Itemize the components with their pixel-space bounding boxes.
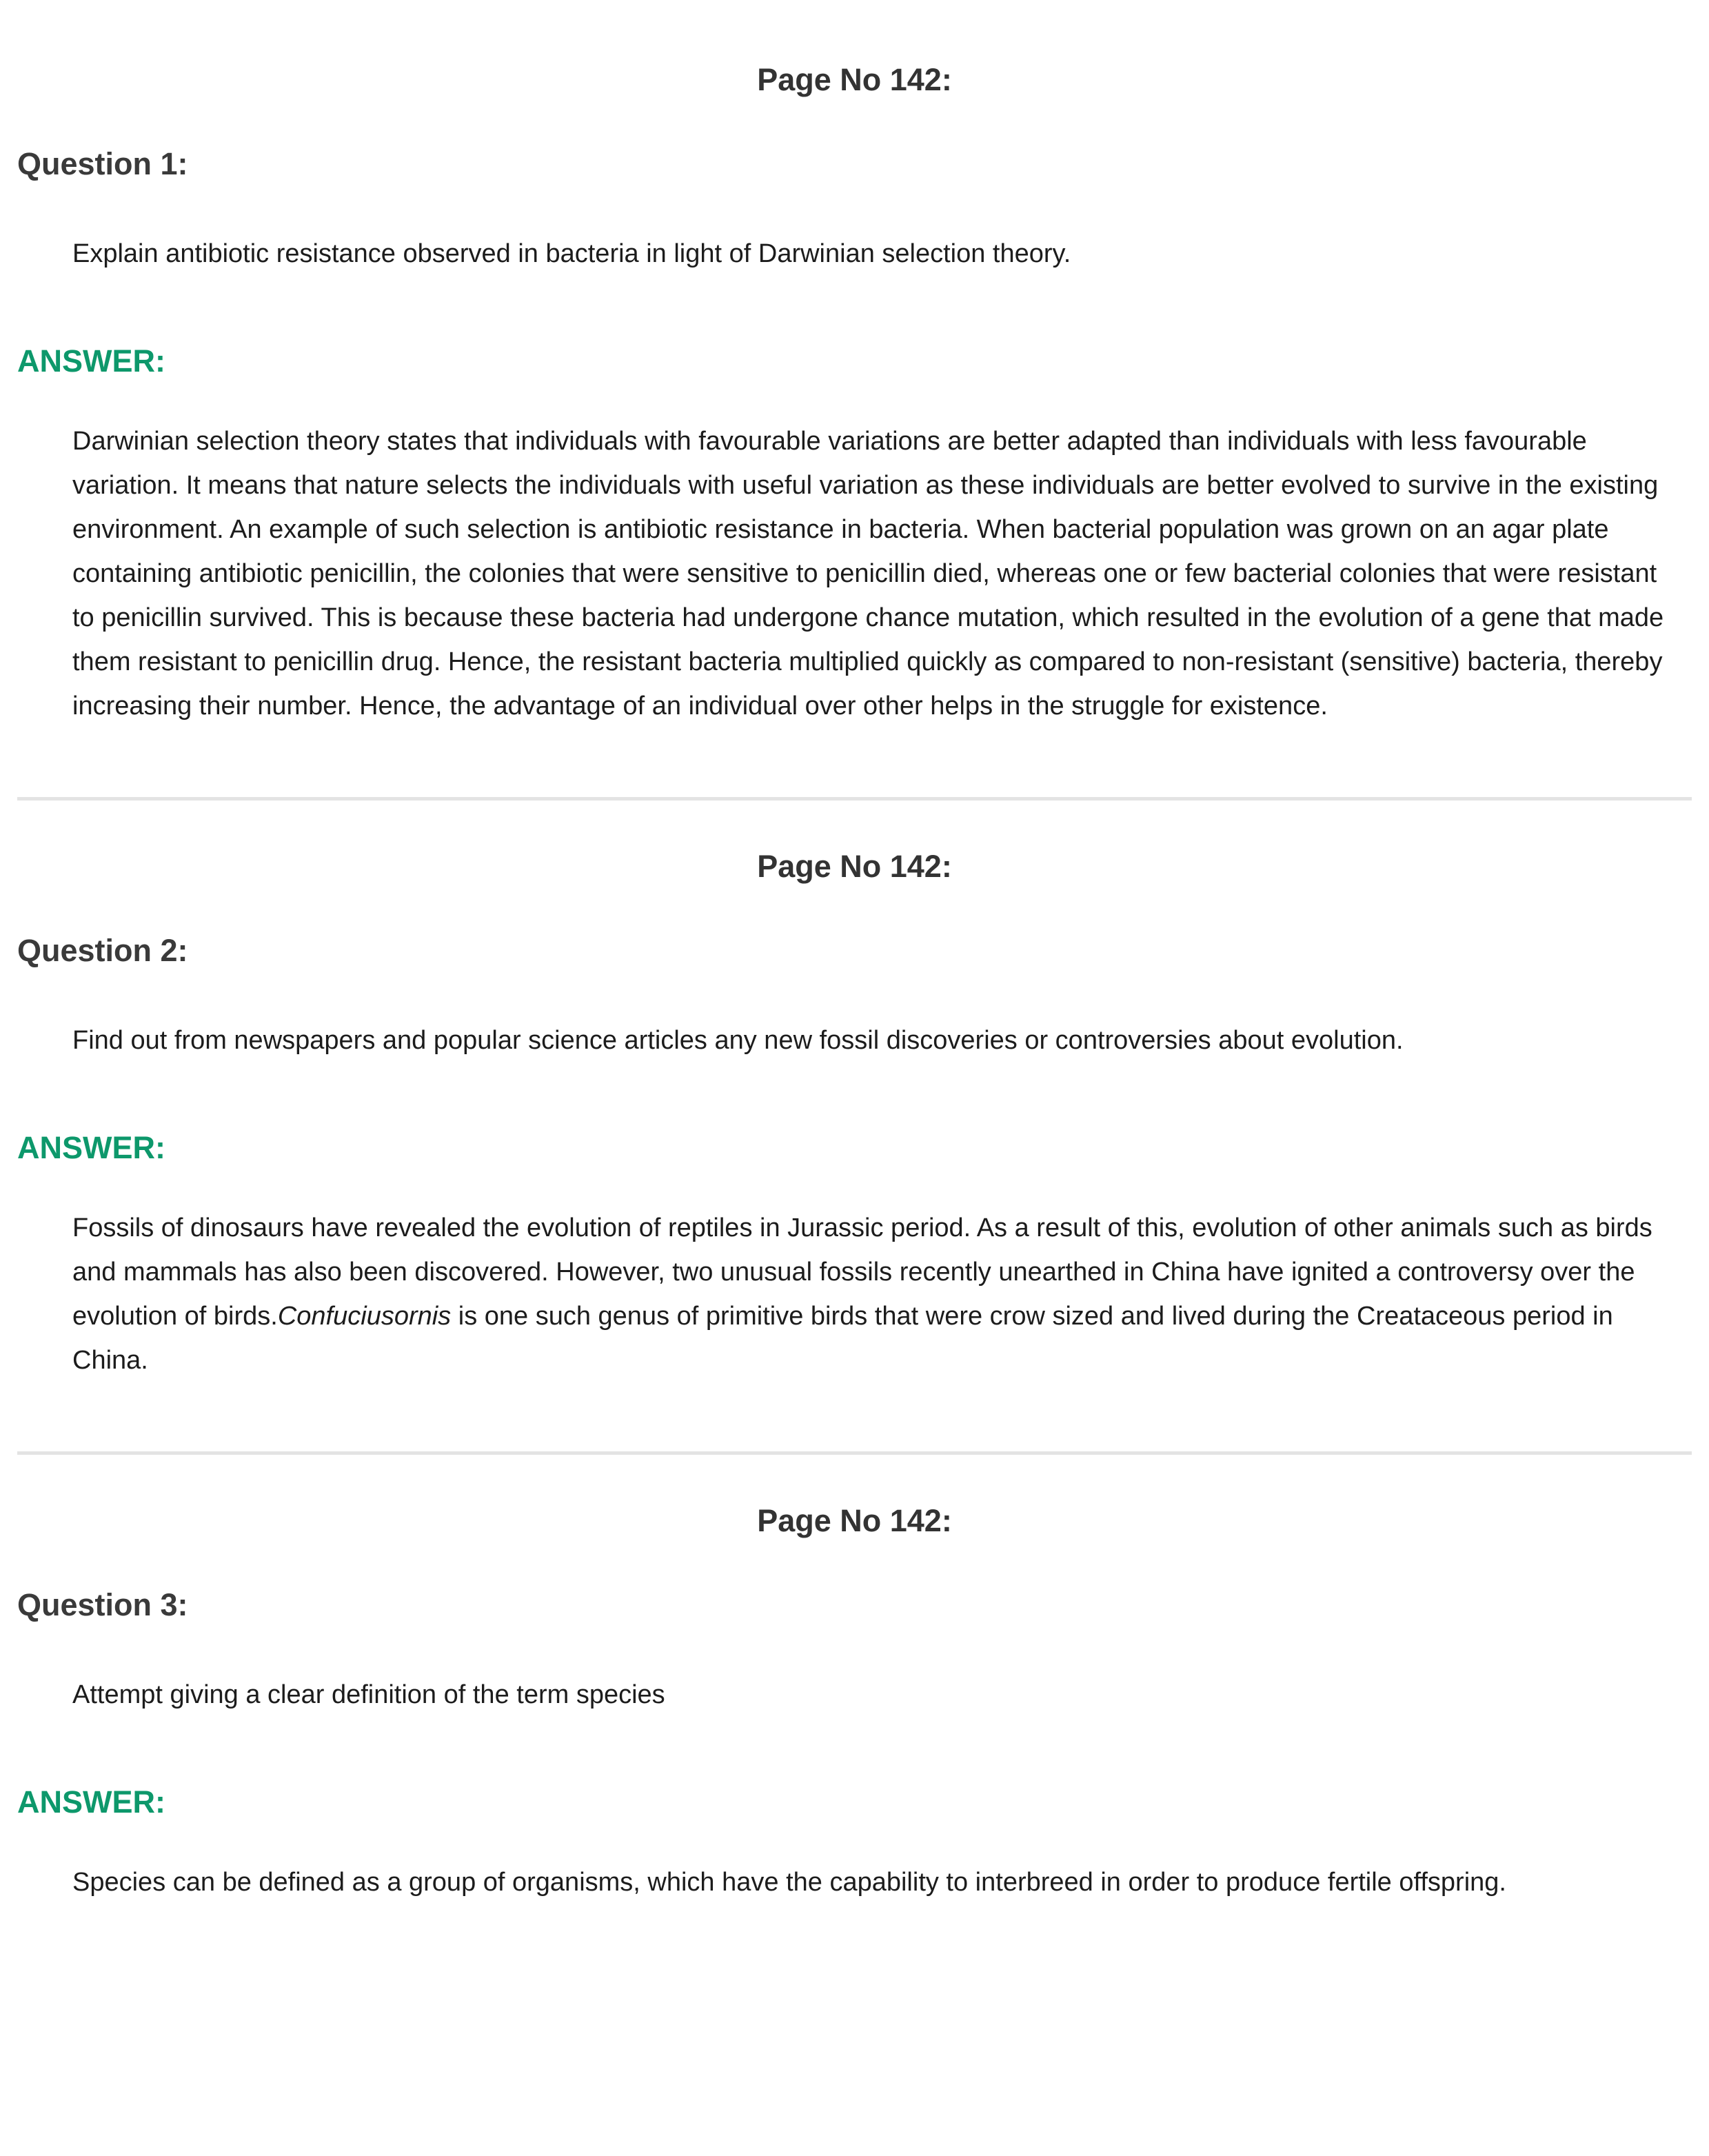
answer-text-part: Fossils of dinosaurs have revealed the evolution of reptiles in Jurassic period. As a result of this, evolution of other animals such as birds and mammals has also been discovered. However, two unusual fossils recently unearthed in China have ignited a controversy over the evolution of birds. [72,1213,1652,1331]
section-divider [17,797,1692,800]
qa-section-1 [0,62,1709,728]
question-text: Attempt giving a clear definition of the term species [72,1680,665,1709]
document-page [0,62,1709,1904]
answer-text-part: Species can be defined as a group of organisms, which have the capability to interbreed in order to produce fertile offspring. [72,1868,1506,1897]
question-heading: Question 1: [17,146,188,181]
answer-text [72,1206,1666,1382]
answer-text [72,419,1666,728]
section-divider [17,1451,1692,1455]
answer-text-part: Darwinian selection theory states that individuals with favourable variations are better adapted than individuals with less favourable variation. It means that nature selects the individuals with useful variation as these individuals are better evolved to survive in the existing environment. An example of such selection is antibiotic resistance in bacteria. When bacterial population was grown on an agar plate containing antibiotic penicillin, the colonies that were sensitive to penicillin died, whereas one or few bacterial colonies that were resistant to penicillin survived. This is because these bacteria had undergone chance mutation, which resulted in the evolution of a gene that made them resistant to penicillin drug. Hence, the resistant bacteria multiplied quickly as compared to non-resistant (sensitive) bacteria, thereby increasing their number. Hence, the advantage of an individual over other helps in the struggle for existence. [72,427,1664,721]
question-heading: Question 3: [17,1587,188,1622]
page-number-heading: Page No 142: [757,849,952,884]
qa-section-2 [0,849,1709,1382]
answer-heading: ANSWER: [17,1784,165,1820]
answer-italic-term: Confuciusornis [277,1302,452,1331]
question-text: Find out from newspapers and popular science articles any new fossil discoveries or controversies about evolution. [72,1026,1404,1055]
answer-text [72,1860,1666,1904]
answer-text-part: is one such genus of primitive birds that were crow sized and lived during the Creataceous period in China. [72,1302,1613,1375]
question-text: Explain antibiotic resistance observed in bacteria in light of Darwinian selection theory. [72,239,1071,268]
page-number-heading: Page No 142: [757,1503,952,1538]
qa-section-3 [0,1503,1709,1904]
answer-heading: ANSWER: [17,1130,165,1165]
page-number-heading: Page No 142: [757,62,952,97]
answer-heading: ANSWER: [17,343,165,379]
question-heading: Question 2: [17,933,188,968]
